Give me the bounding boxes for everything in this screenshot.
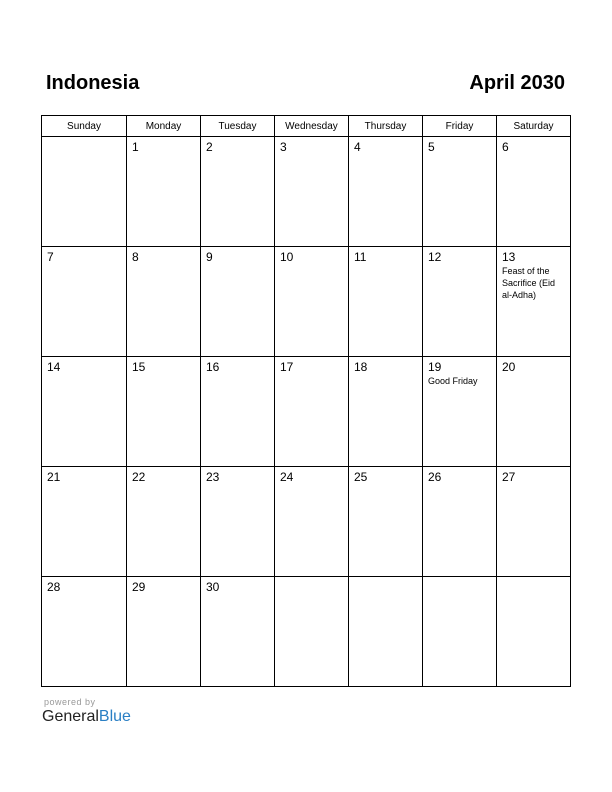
day-cell xyxy=(201,577,275,687)
day-cell xyxy=(349,467,423,577)
day-number: 24 xyxy=(280,470,294,484)
day-cell xyxy=(275,467,349,577)
day-cell xyxy=(349,247,423,357)
day-cell xyxy=(349,137,423,247)
day-cell xyxy=(201,247,275,357)
day-number: 1 xyxy=(132,140,139,154)
weekday-thursday: Thursday xyxy=(349,116,423,137)
day-number: 10 xyxy=(280,250,294,264)
holiday-label: Feast of the Sacrifice (Eid al-Adha) xyxy=(502,266,556,300)
day-number: 28 xyxy=(47,580,61,594)
day-cell xyxy=(275,357,349,467)
day-number: 15 xyxy=(132,360,146,374)
weekday-saturday: Saturday xyxy=(497,116,571,137)
country-title: Indonesia xyxy=(46,72,140,94)
day-cell xyxy=(423,577,497,687)
day-cell xyxy=(127,137,201,247)
day-number: 11 xyxy=(354,250,367,264)
day-cell xyxy=(349,357,423,467)
day-number: 29 xyxy=(132,580,146,594)
powered-by-text: powered by xyxy=(44,697,96,707)
month-year-title: April 2030 xyxy=(469,72,565,94)
day-cell xyxy=(275,577,349,687)
day-number: 18 xyxy=(354,360,368,374)
week-row xyxy=(42,467,571,577)
holiday-label: Good Friday xyxy=(428,376,478,386)
weekday-header-row xyxy=(42,116,571,137)
day-cell xyxy=(275,137,349,247)
day-number: 7 xyxy=(47,250,54,264)
footer-branding xyxy=(42,697,131,726)
day-cell xyxy=(497,247,571,357)
brand-general: General xyxy=(42,708,99,725)
calendar-body xyxy=(42,137,571,687)
day-cell xyxy=(423,467,497,577)
day-number: 17 xyxy=(280,360,294,374)
day-number: 12 xyxy=(428,250,442,264)
day-cell xyxy=(42,137,127,247)
brand-blue: Blue xyxy=(98,708,131,725)
weekday-friday: Friday xyxy=(423,116,497,137)
week-row xyxy=(42,577,571,687)
day-cell xyxy=(127,577,201,687)
day-number: 20 xyxy=(502,360,516,374)
day-cell xyxy=(201,467,275,577)
day-number: 23 xyxy=(206,470,220,484)
day-cell xyxy=(423,357,497,467)
day-number: 19 xyxy=(428,360,442,374)
day-cell xyxy=(423,247,497,357)
day-number: 3 xyxy=(280,140,287,154)
weekday-tuesday: Tuesday xyxy=(201,116,275,137)
weekday-monday: Monday xyxy=(127,116,201,137)
day-number: 16 xyxy=(206,360,220,374)
day-number: 30 xyxy=(206,580,220,594)
week-row xyxy=(42,247,571,357)
day-number: 4 xyxy=(354,140,361,154)
day-number: 21 xyxy=(47,470,61,484)
day-number: 26 xyxy=(428,470,442,484)
day-number: 22 xyxy=(132,470,146,484)
day-number: 6 xyxy=(502,140,509,154)
day-cell xyxy=(349,577,423,687)
day-cell xyxy=(201,357,275,467)
day-cell xyxy=(42,247,127,357)
day-number: 2 xyxy=(206,140,213,154)
day-cell xyxy=(497,357,571,467)
day-cell xyxy=(201,137,275,247)
day-cell xyxy=(127,357,201,467)
day-number: 5 xyxy=(428,140,435,154)
day-cell xyxy=(127,247,201,357)
day-number: 13 xyxy=(502,250,516,264)
day-number: 9 xyxy=(206,250,213,264)
weekday-wednesday: Wednesday xyxy=(275,116,349,137)
day-cell xyxy=(497,137,571,247)
day-number: 25 xyxy=(354,470,368,484)
day-cell xyxy=(127,467,201,577)
day-cell xyxy=(497,577,571,687)
weekday-sunday: Sunday xyxy=(42,116,127,137)
generalblue-logo xyxy=(42,708,131,726)
day-number: 14 xyxy=(47,360,61,374)
day-cell xyxy=(423,137,497,247)
day-cell xyxy=(42,357,127,467)
day-number: 27 xyxy=(502,470,516,484)
week-row xyxy=(42,137,571,247)
day-cell xyxy=(42,577,127,687)
day-cell xyxy=(497,467,571,577)
week-row xyxy=(42,357,571,467)
day-number: 8 xyxy=(132,250,139,264)
day-cell xyxy=(42,467,127,577)
day-cell xyxy=(275,247,349,357)
calendar-grid xyxy=(41,115,571,687)
